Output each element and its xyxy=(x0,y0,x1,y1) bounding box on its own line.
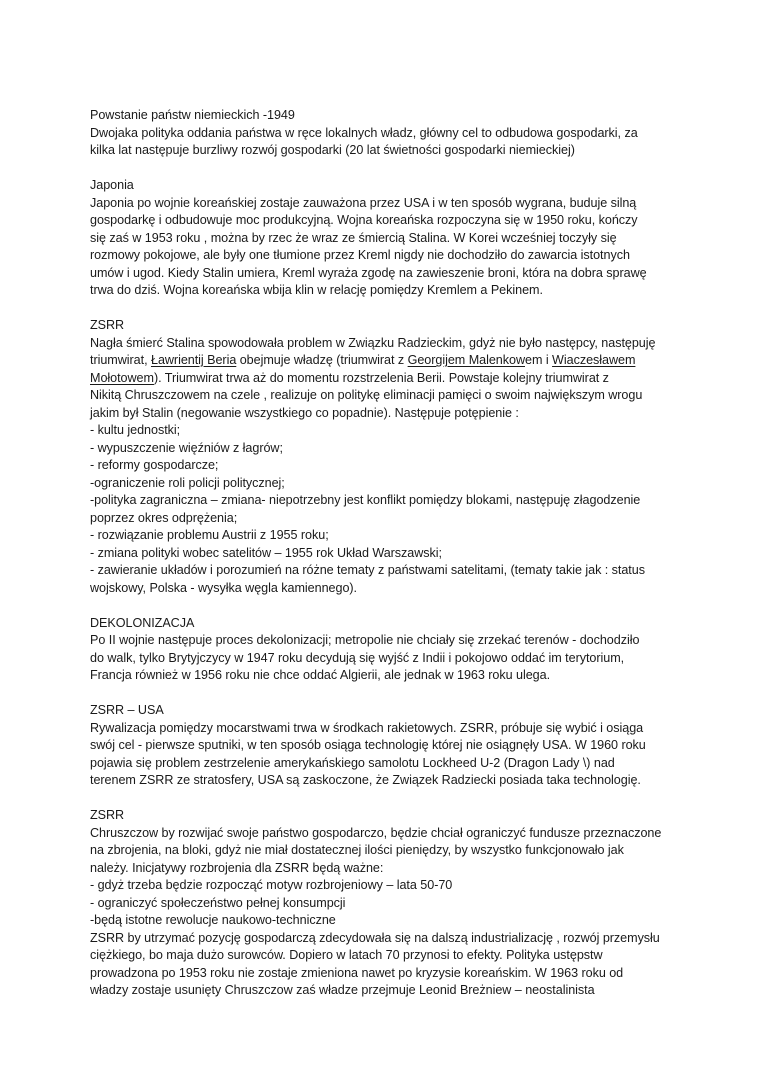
text-run: - zawieranie układów i porozumień na różne tematy z państwami satelitami, (tematy takie jak : status xyxy=(90,563,645,577)
text-line xyxy=(90,282,678,300)
text-run: Dwojaka polityka oddania państwa w ręce lokalnych władz, główny cel to odbudowa gospodarki, za xyxy=(90,125,638,140)
text-run: - zmiana polityki wobec satelitów – 1955 rok Układ Warszawski; xyxy=(90,545,442,560)
text-line xyxy=(90,877,678,895)
underlined-name: Ławrientij Beria xyxy=(150,353,237,367)
text-run: trwa do dziś. Wojna koreańska wbija klin w relację pomiędzy Kremlem a Pekinem. xyxy=(90,283,543,297)
text-line xyxy=(90,527,678,545)
text-run: kilka lat następuje burzliwy rozwój gospodarki (20 lat świetności gospodarki niemieckiej) xyxy=(90,143,575,157)
text-run: em i xyxy=(525,353,553,367)
text-run: Francja również w 1956 roku nie chce oddać Algierii, ale jednak w 1963 roku ulega. xyxy=(90,668,551,682)
text-line xyxy=(90,755,678,773)
text-line xyxy=(90,667,678,685)
text-line xyxy=(90,720,678,738)
text-run: Nagła śmierć Stalina spowodowała problem w Związku Radzieckim, gdyż nie było następcy, następuję xyxy=(90,335,656,350)
text-run: należy. Inicjatywy rozbrojenia dla ZSRR będą ważne: xyxy=(90,860,384,875)
text-line xyxy=(90,895,678,913)
text-line xyxy=(90,335,678,353)
section-zsrr-2 xyxy=(90,807,678,1000)
text-run: Po II wojnie następuje proces dekolonizacji; metropolie nie chciały się zrzekać terenów - dochodziło xyxy=(90,633,640,647)
document-page xyxy=(90,107,678,1000)
text-line xyxy=(90,580,678,598)
text-line xyxy=(90,947,678,965)
text-run: pojawia się problem zestrzelenie amerykańskiego samolotu Lockheed U-2 (Dragon Lady \) nad xyxy=(90,755,615,770)
text-line xyxy=(90,370,678,388)
text-run: triumwirat, xyxy=(90,353,151,367)
text-line xyxy=(90,737,678,755)
text-line xyxy=(90,510,678,528)
section-heading: Powstanie państw niemieckich -1949 xyxy=(90,108,295,122)
text-line xyxy=(90,457,678,475)
text-line xyxy=(90,212,678,230)
text-line xyxy=(90,965,678,983)
text-run: - gdyż trzeba będzie rozpocząć motyw rozbrojeniowy – lata 50-70 xyxy=(90,878,453,892)
text-run: Nikitą Chruszczowem na czele , realizuje on politykę eliminacji pamięci o swoim największym wrogu xyxy=(90,388,643,402)
section-heading: DEKOLONIZACJA xyxy=(90,615,195,630)
text-run: gospodarkę i odbudowuje moc produkcyjną. Wojna koreańska rozpoczyna się w 1950 roku, kończy xyxy=(90,213,638,227)
text-line xyxy=(90,912,678,930)
text-run: -ograniczenie roli policji politycznej; xyxy=(90,475,285,490)
text-run: rozmowy pokojowe, ale były one tłumione przez Kreml nigdy nie dochodziło do zawarcia istotnych xyxy=(90,248,630,262)
text-run: terenem ZSRR ze stratosfery, USA są zaskoczone, że Związek Radziecki posiada taka technologię. xyxy=(90,773,641,787)
text-run: jakim był Stalin (negowanie wszystkiego co popadnie). Następuje potępienie : xyxy=(90,405,519,420)
text-line xyxy=(90,545,678,563)
section-germany xyxy=(90,107,678,160)
text-run: - reformy gospodarcze; xyxy=(90,458,219,472)
text-run: swój cel - pierwsze sputniki, w ten sposób osiąga technologię której nie osiągnęły USA. W 1960 roku xyxy=(90,738,646,752)
text-line xyxy=(90,142,678,160)
text-line xyxy=(90,492,678,510)
text-run: się zaś w 1953 roku , można by rzec że wraz ze śmiercią Stalina. W Korei wcześniej toczyły się xyxy=(90,230,617,245)
text-run: obejmuje władzę (triumwirat z xyxy=(236,353,408,367)
text-run: do walk, tylko Brytyjczycy w 1947 roku decydują się wyjść z Indii i pokojowo oddać im terytorium, xyxy=(90,650,625,665)
text-line xyxy=(90,632,678,650)
section-decolonization xyxy=(90,615,678,685)
text-line xyxy=(90,352,678,370)
text-line xyxy=(90,265,678,283)
text-line xyxy=(90,247,678,265)
text-line xyxy=(90,842,678,860)
text-run: umów i ugod. Kiedy Stalin umiera, Kreml wyraża zgodę na zawieszenie broni, która na dobra sprawę xyxy=(90,265,647,280)
text-line xyxy=(90,475,678,493)
underlined-name: Mołotowem xyxy=(90,370,154,385)
text-run: - wypuszczenie więźniów z łagrów; xyxy=(90,440,283,455)
text-line xyxy=(90,930,678,948)
section-japan xyxy=(90,177,678,300)
text-run: wojskowy, Polska - wysyłka węgla kamiennego). xyxy=(90,580,357,595)
text-run: poprzez okres odprężenia; xyxy=(90,510,238,525)
text-run: - kultu jednostki; xyxy=(90,423,181,437)
section-zsrr-usa xyxy=(90,702,678,790)
text-run: -polityka zagraniczna – zmiana- niepotrzebny jest konflikt pomiędzy blokami, następuję złagodzenie xyxy=(90,493,641,507)
text-line xyxy=(90,440,678,458)
section-heading: Japonia xyxy=(90,178,134,192)
text-line xyxy=(90,387,678,405)
text-line xyxy=(90,195,678,213)
text-line xyxy=(90,230,678,248)
text-run: ). Triumwirat trwa aż do momentu rozstrzelenia Berii. Powstaje kolejny triumwirat z xyxy=(153,370,609,385)
text-run: ciężkiego, bo maja dużo surowców. Dopiero w latach 70 przynosi to efekty. Polityka ustępstw xyxy=(90,948,603,962)
section-heading: ZSRR xyxy=(90,808,125,822)
text-line xyxy=(90,982,678,1000)
text-run: Japonia po wojnie koreańskiej zostaje zauważona przez USA i w ten sposób wygrana, buduje silną xyxy=(90,195,637,210)
text-line xyxy=(90,825,678,843)
text-run: -będą istotne rewolucje naukowo-techniczne xyxy=(90,913,336,927)
section-zsrr-1 xyxy=(90,317,678,597)
section-heading: ZSRR – USA xyxy=(90,703,164,717)
text-line xyxy=(90,422,678,440)
text-run: na zbrojenia, na bloki, gdyż nie miał dostatecznej ilości pieniędzy, by wszystko funkcjonowało jak xyxy=(90,843,624,857)
text-run: Chruszczow by rozwijać swoje państwo gospodarczo, będzie chciał ograniczyć fundusze przeznaczone xyxy=(90,825,662,840)
text-line xyxy=(90,650,678,668)
section-heading: ZSRR xyxy=(90,318,125,332)
text-line xyxy=(90,125,678,143)
underlined-name: Wiaczesławem xyxy=(552,353,636,367)
text-run: ZSRR by utrzymać pozycję gospodarczą zdecydowała się na dalszą industrializację , rozwój przemysłu xyxy=(90,930,660,945)
text-line xyxy=(90,772,678,790)
text-line xyxy=(90,405,678,423)
underlined-name: Georgijem Malenkow xyxy=(407,353,525,367)
text-run: - rozwiązanie problemu Austrii z 1955 roku; xyxy=(90,528,329,542)
text-run: - ograniczyć społeczeństwo pełnej konsumpcji xyxy=(90,895,346,910)
text-line xyxy=(90,562,678,580)
text-line xyxy=(90,860,678,878)
text-run: Rywalizacja pomiędzy mocarstwami trwa w środkach rakietowych. ZSRR, próbuje się wybić i osiąga xyxy=(90,720,644,735)
text-run: prowadzona po 1953 roku nie zostaje zmieniona nawet po kryzysie koreańskim. W 1963 roku od xyxy=(90,965,624,980)
text-run: władzy zostaje usunięty Chruszczow zaś władze przejmuje Leonid Breżniew – neostalinista xyxy=(90,983,595,997)
